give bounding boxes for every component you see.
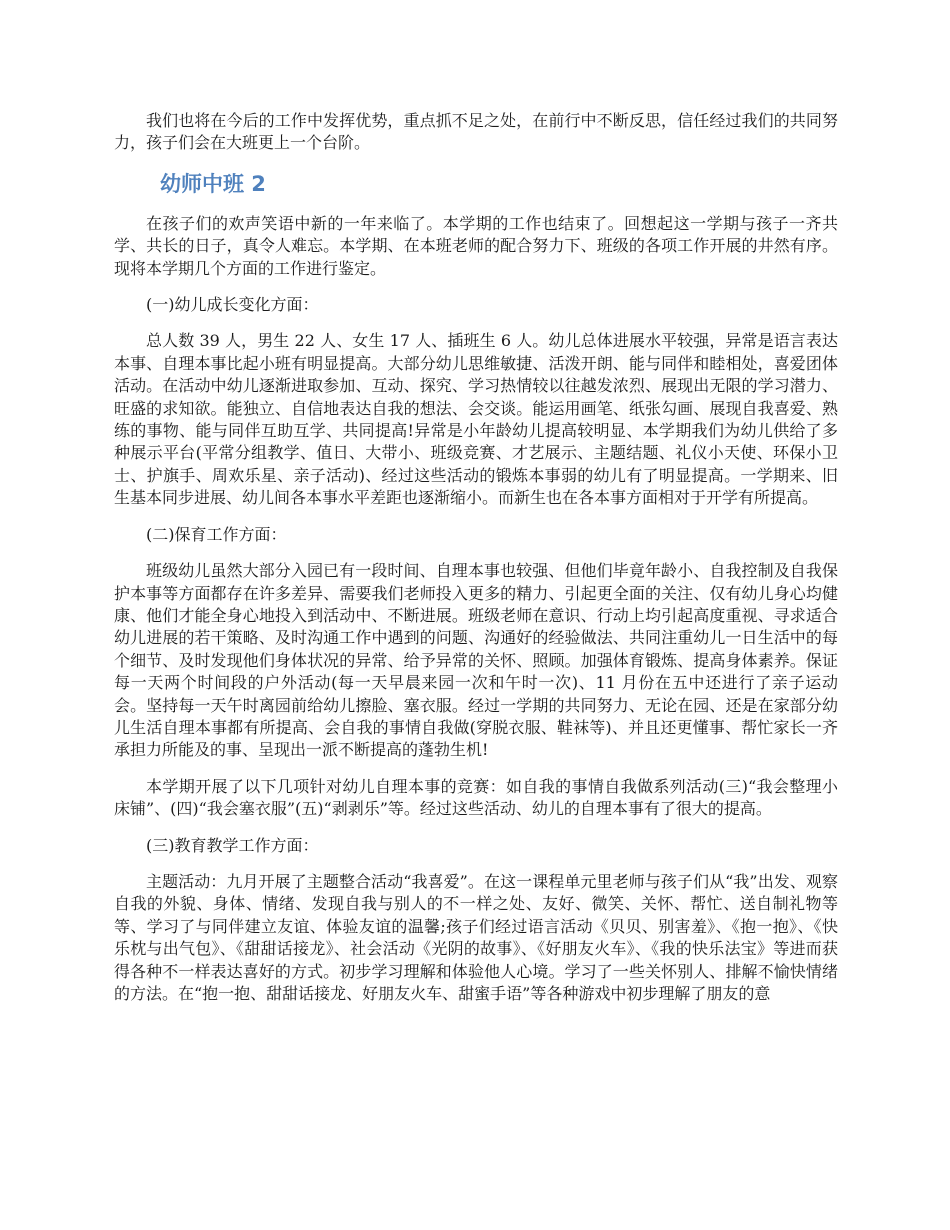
section-label-care: (二)保育工作方面： [146, 524, 287, 544]
section-heading: 幼师中班 2 [160, 171, 266, 196]
paragraph-intro-summary: 在孩子们的欢声笑语中新的一年来临了。本学期的工作也结束了。回想起这一学期与孩子一齐共学、共长的日子，真令人难忘。本学期、在本班老师的配合努力下、班级的各项工作开展的井然有序。现将本学期几个方面的工作进行鉴定。 [114, 213, 838, 278]
document-page [114, 110, 838, 1019]
section-label-teaching: (三)教育教学工作方面： [146, 835, 319, 855]
paragraph-care: 班级幼儿虽然大部分入园已有一段时间、自理本事也较强、但他们毕竟年龄小、自我控制及自我保护本事等方面都存在许多差异、需要我们老师投入更多的精力、引起更全面的关注、仅有幼儿身心均健康、他们才能全身心地投入到活动中、不断进展。班级老师在意识、行动上均引起高度重视、寻求适合幼儿进展的若干策略、及时沟通工作中遇到的问题、沟通好的经验做法、共同注重幼儿一日生活中的每个细节、及时发现他们身体状况的异常、给予异常的关怀、照顾。加强体育锻炼、提高身体素养。保证每一天两个时间段的户外活动(每一天早晨来园一次和午时一次)、11 月份在五中还进行了亲子运动会。坚持每一天午时离园前给幼儿擦脸、塞衣服。经过一学期的共同努力、无论在园、还是在家部分幼儿生活自理本事都有所提高、会自我的事情自我做(穿脱衣服、鞋袜等)、并且还更懂事、帮忙家长一齐承担力所能及的事、呈现出一派不断提高的蓬勃生机! [114, 561, 838, 760]
section-label-growth: (一)幼儿成长变化方面： [146, 295, 319, 315]
paragraph-teaching: 主题活动：九月开展了主题整合活动“我喜爱”。在这一课程单元里老师与孩子们从“我”出发、观察自我的外貌、身体、情绪、发现自我与别人的不一样之处、友好、微笑、关怀、帮忙、送自制礼物等等、学习了与同伴建立友谊、体验友谊的温馨;孩子们经过语言活动《贝贝、别害羞》、《抱一抱》、《快乐枕与出气包》、《甜甜话接龙》、社会活动《光阴的故事》、《好朋友火车》、《我的快乐法宝》等进而获得各种不一样表达喜好的方式。初步学习理解和体验他人心境。学习了一些关怀别人、排解不愉快情绪的方法。在“抱一抱、甜甜话接龙、好朋友火车、甜蜜手语”等各种游戏中初步理解了朋友的意 [114, 871, 838, 1003]
paragraph-competitions: 本学期开展了以下几项针对幼儿自理本事的竞赛：如自我的事情自我做系列活动(三)“我会整理小床铺”、(四)“我会塞衣服”(五)“剥剥乐”等。经过这些活动、幼儿的自理本事有了很大的提高。 [114, 776, 838, 819]
paragraph-growth: 总人数 39 人，男生 22 人、女生 17 人、插班生 6 人。幼儿总体进展水平较强，异常是语言表达本事、自理本事比起小班有明显提高。大部分幼儿思维敏捷、活泼开朗、能与同伴和睦相处，喜爱团体活动。在活动中幼儿逐渐进取参加、互动、探究、学习热情较以往越发浓烈、展现出无限的学习潜力、旺盛的求知欲。能独立、自信地表达自我的想法、会交谈。能运用画笔、纸张勾画、展现自我喜爱、熟练的事物、能与同伴互助互学、共同提高!异常是小年龄幼儿提高较明显、本学期我们为幼儿供给了多种展示平台(平常分组教学、值日、大带小、班级竞赛、才艺展示、主题结题、礼仪小天使、环保小卫士、护旗手、周欢乐星、亲子活动)、经过这些活动的锻炼本事弱的幼儿有了明显提高。一学期来、旧生基本同步进展、幼儿间各本事水平差距也逐渐缩小。而新生也在各本事方面相对于开学有所提高。 [114, 331, 838, 508]
intro-paragraph: 我们也将在今后的工作中发挥优势，重点抓不足之处，在前行中不断反思，信任经过我们的共同努力，孩子们会在大班更上一个台阶。 [114, 111, 838, 153]
